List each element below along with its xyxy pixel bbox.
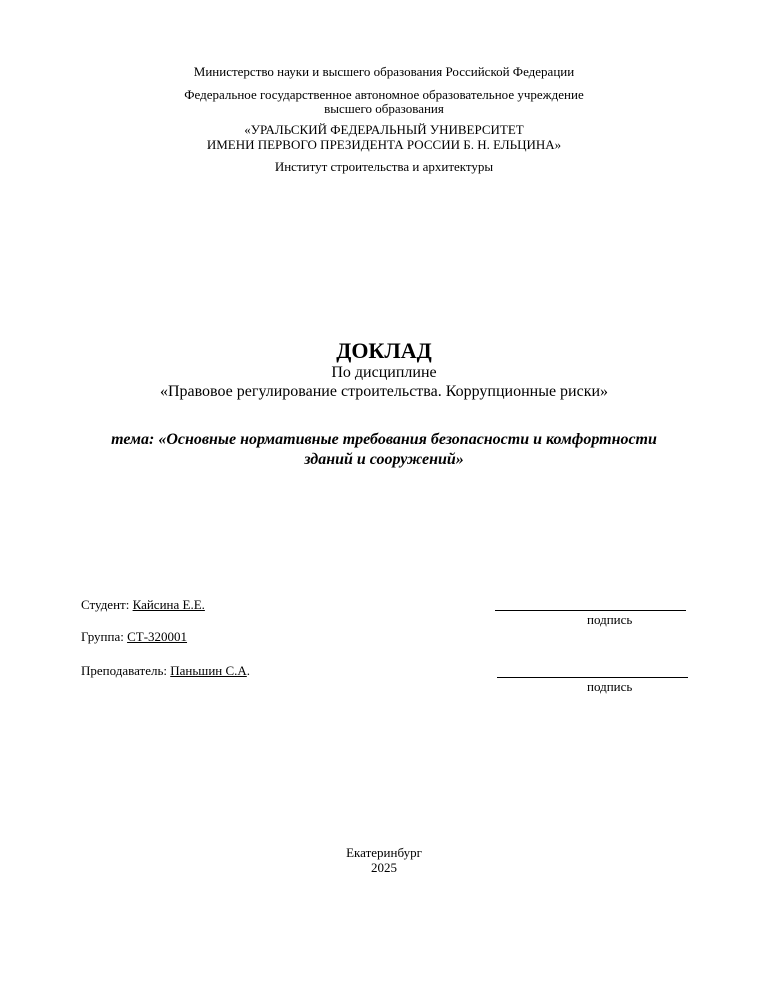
university-name-line-1: «УРАЛЬСКИЙ ФЕДЕРАЛЬНЫЙ УНИВЕРСИТЕТ — [244, 122, 524, 137]
teacher-suffix: . — [246, 663, 251, 678]
student-name: Кайсина Е.Е. — [132, 597, 205, 612]
institute-name: Институт строительства и архитектуры — [274, 159, 494, 174]
year: 2025 — [371, 860, 397, 875]
city-name: Екатеринбург — [346, 845, 422, 860]
institution-line-1: Федеральное государственное автономное образовательное учреждение — [184, 87, 584, 102]
group-label: Группа: — [81, 629, 128, 644]
teacher-name: Паньшин С.А — [170, 663, 247, 678]
discipline-label: По дисциплине — [331, 364, 437, 381]
teacher-signature-line — [497, 677, 688, 678]
group-number: СТ-320001 — [127, 629, 188, 644]
student-label: Студент: — [81, 597, 133, 612]
discipline-name: «Правовое регулирование строительства. Коррупционные риски» — [159, 383, 609, 400]
group-field — [81, 629, 187, 644]
document-type-heading: ДОКЛАД — [336, 338, 432, 363]
university-name-line-2: ИМЕНИ ПЕРВОГО ПРЕЗИДЕНТА РОССИИ Б. Н. ЕЛЬЦИНА» — [206, 137, 562, 152]
student-field — [81, 597, 205, 612]
topic-line-1: тема: «Основные нормативные требования безопасности и комфортности — [111, 431, 657, 448]
student-signature-caption: подпись — [587, 612, 633, 627]
topic-line-2: зданий и сооружений» — [304, 451, 464, 468]
teacher-field — [81, 663, 250, 678]
ministry-text: Министерство науки и высшего образования Российской Федерации — [193, 64, 575, 79]
student-signature-line — [495, 610, 686, 611]
teacher-signature-caption: подпись — [587, 679, 633, 694]
teacher-label: Преподаватель: — [81, 663, 171, 678]
institution-line-2: высшего образования — [324, 101, 444, 116]
